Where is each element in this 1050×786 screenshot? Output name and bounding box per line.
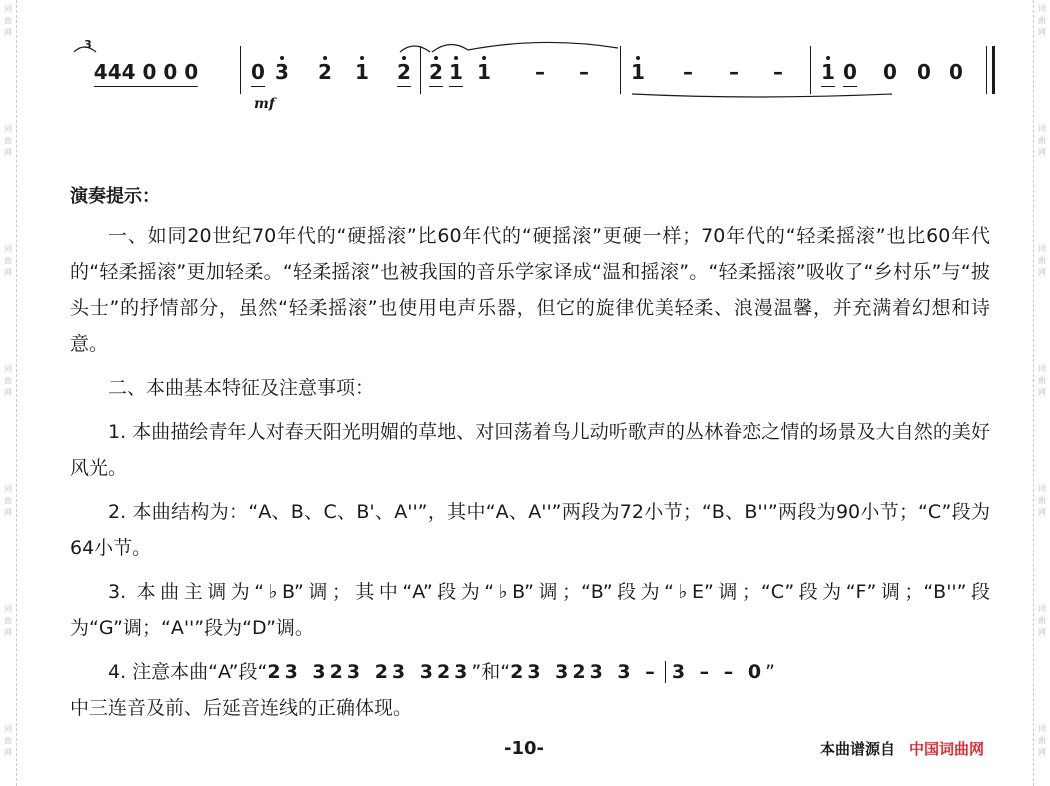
source-label: 本曲谱源自 — [820, 740, 896, 758]
watermark-char: 词 — [4, 604, 12, 613]
watermark-char: 词 — [1038, 604, 1046, 613]
note: – — [535, 60, 545, 84]
watermark-char: 网 — [1038, 28, 1046, 37]
watermark-char: 曲 — [1038, 496, 1046, 505]
watermark-char: 曲 — [1038, 616, 1046, 625]
note: 1 — [449, 60, 463, 84]
dynamic-marking: mf — [254, 96, 275, 112]
paragraph-1: 一、如同20世纪70年代的“硬摇滚”比60年代的“硬摇滚”更硬一样；70年代的“轻柔摇滚”也比60年代的“轻柔摇滚”更加轻柔。“轻柔摇滚”也被我国的音乐学家译成“温和摇滚”。“轻柔摇滚”吸收了“乡村乐”与“披头士”的抒情部分，虽然“轻柔摇滚”也使用电声乐器，但它的旋律优美轻柔、浪漫温馨，并充满着幻想和诗意。 — [70, 225, 990, 355]
watermark-char: 网 — [4, 388, 12, 397]
watermark-char: 网 — [4, 508, 12, 517]
jianpu-score-line — [72, 38, 1002, 118]
left-margin-watermark — [0, 0, 17, 786]
watermark-char: 网 — [4, 628, 12, 637]
watermark-char: 词 — [1038, 4, 1046, 13]
paragraph-2: 二、本曲基本特征及注意事项： — [108, 377, 375, 399]
watermark-char: 词 — [4, 484, 12, 493]
right-margin-watermark — [1033, 0, 1050, 786]
paragraph-3: 1. 本曲描绘青年人对春天阳光明媚的草地、对回荡着鸟儿动听歌声的丛林眷恋之情的场景及大自然的美好风光。 — [70, 421, 990, 479]
watermark-char: 网 — [4, 28, 12, 37]
watermark-char: 词 — [4, 724, 12, 733]
watermark-char: 曲 — [1038, 136, 1046, 145]
watermark-char: 词 — [4, 364, 12, 373]
note: 1 — [355, 60, 369, 84]
note: 0 — [843, 60, 857, 84]
jianpu-example-3: 3 – – 0 — [665, 661, 765, 683]
site-name: 中国词曲网 — [909, 740, 985, 758]
note: 3 — [275, 60, 289, 84]
barline-final-thick — [992, 46, 995, 94]
barline-final-thin — [986, 46, 987, 94]
watermark-char: 词 — [1038, 724, 1046, 733]
note: 1 — [631, 60, 645, 84]
watermark-char: 曲 — [4, 496, 12, 505]
watermark-char: 曲 — [1038, 736, 1046, 745]
barline — [240, 46, 241, 94]
page-number: -10- — [504, 738, 544, 759]
watermark-char: 词 — [4, 124, 12, 133]
watermark-char: 曲 — [4, 736, 12, 745]
section-heading: 演奏提示： — [70, 186, 160, 207]
note: 0 — [949, 60, 963, 84]
watermark-char: 网 — [1038, 148, 1046, 157]
barline — [620, 46, 621, 94]
watermark-char: 网 — [4, 748, 12, 757]
item4-mid: ”和“ — [471, 661, 511, 683]
barline — [420, 46, 421, 94]
paragraph-6 — [70, 654, 990, 690]
item4-suffix: ” — [765, 661, 775, 683]
note: 2 — [318, 60, 332, 84]
watermark-char: 网 — [4, 268, 12, 277]
note: – — [729, 60, 739, 84]
watermark-char: 曲 — [4, 136, 12, 145]
note: 2 — [397, 60, 411, 84]
watermark-char: 词 — [1038, 364, 1046, 373]
note: – — [683, 60, 693, 84]
watermark-char: 曲 — [1038, 376, 1046, 385]
source-footer — [820, 738, 984, 759]
watermark-char: 词 — [4, 4, 12, 13]
note: 1 — [821, 60, 835, 84]
note: 0 — [251, 60, 265, 84]
jianpu-example-2: 23 323 3 – — [510, 661, 659, 683]
measure-1-notes: 444 0 0 0 — [93, 60, 199, 84]
watermark-char: 网 — [1038, 628, 1046, 637]
watermark-char: 词 — [1038, 484, 1046, 493]
note: 2 — [429, 60, 443, 84]
watermark-char: 曲 — [1038, 16, 1046, 25]
performance-notes — [70, 182, 990, 726]
paragraph-6-line-2: 中三连音及前、后延音连线的正确体现。 — [70, 697, 413, 719]
watermark-char: 曲 — [4, 16, 12, 25]
watermark-char: 词 — [1038, 244, 1046, 253]
watermark-char: 网 — [1038, 748, 1046, 757]
note: 1 — [477, 60, 491, 84]
note: 0 — [883, 60, 897, 84]
paragraph-5: 3. 本曲主调为“♭B”调；其中“A”段为“♭B”调；“B”段为“♭E”调；“C”段为“F”调；“B''”段为“G”调；“A''”段为“D”调。 — [70, 581, 990, 639]
note: – — [579, 60, 589, 84]
watermark-char: 网 — [4, 148, 12, 157]
watermark-char: 词 — [4, 244, 12, 253]
watermark-char: 词 — [1038, 124, 1046, 133]
watermark-char: 网 — [1038, 508, 1046, 517]
watermark-char: 曲 — [4, 376, 12, 385]
triplet-marker: 3 — [84, 38, 92, 51]
item4-prefix: 4. 注意本曲“A”段“ — [108, 661, 268, 683]
jianpu-example-1: 23 323 23 323 — [267, 661, 472, 683]
watermark-char: 网 — [1038, 388, 1046, 397]
watermark-char: 曲 — [1038, 256, 1046, 265]
watermark-char: 曲 — [4, 256, 12, 265]
paragraph-4: 2. 本曲结构为：“A、B、C、B'、A''”，其中“A、A''”两段为72小节；“B、B''”两段为90小节；“C”段为64小节。 — [70, 501, 990, 559]
note: – — [773, 60, 783, 84]
note: 0 — [917, 60, 931, 84]
barline — [810, 46, 811, 94]
watermark-char: 网 — [1038, 268, 1046, 277]
watermark-char: 曲 — [4, 616, 12, 625]
